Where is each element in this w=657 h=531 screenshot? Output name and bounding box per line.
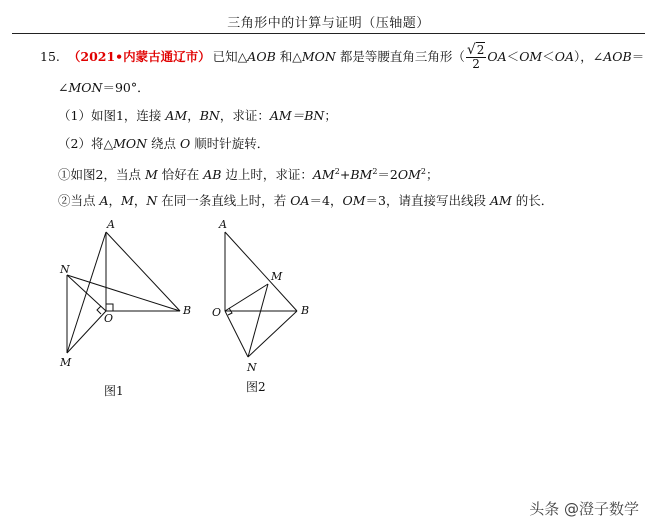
exponent: 2 <box>420 167 426 176</box>
fraction-numerator: 2 <box>476 43 485 57</box>
angle-mon: MON <box>68 80 103 95</box>
part-text: ①如图2，当点 <box>58 167 145 182</box>
point-a: A <box>99 193 109 208</box>
stem-text: 已知△ <box>212 49 248 64</box>
stem-text: 和△ <box>275 49 302 64</box>
problem-line-2 <box>58 80 150 96</box>
segment-om: OM <box>397 167 421 182</box>
right-angle-mark <box>106 304 113 311</box>
segment-am: AM <box>312 167 335 182</box>
segment-om <box>225 284 268 311</box>
part-text: ； <box>426 167 439 182</box>
fraction-denominator: 2 <box>472 57 480 71</box>
header-divider <box>12 33 645 34</box>
point-m: M <box>144 167 158 182</box>
segment-om: OM <box>342 193 366 208</box>
plus-sign: + <box>339 167 351 182</box>
segment-no <box>67 275 106 311</box>
part-2 <box>58 136 269 152</box>
label-a: A <box>107 218 115 231</box>
segment-am: AM <box>165 108 188 123</box>
segment-bn <box>67 275 180 311</box>
part-text: （2）将△ <box>58 136 114 151</box>
label-m: M <box>271 270 283 283</box>
label-b: B <box>301 304 310 317</box>
triangle-mon: MON <box>113 136 148 151</box>
problem-line-1 <box>40 44 644 71</box>
figure-1-caption: 图1 <box>104 384 124 398</box>
problem-number: 15. <box>40 49 60 64</box>
segment-oa: OA <box>487 49 507 64</box>
part-text: ＝4， <box>309 193 343 208</box>
segment-on <box>225 311 248 357</box>
segment-mn <box>248 284 268 357</box>
problem-source: （2021•内蒙古通辽市） <box>67 49 211 64</box>
part-text: 恰好在 <box>157 167 204 182</box>
fraction-sqrt2-over-2 <box>466 44 487 71</box>
segment-om <box>67 311 106 353</box>
segment-oa: OA <box>290 193 310 208</box>
part-1 <box>58 108 337 124</box>
figure-2-caption: 图2 <box>246 380 266 394</box>
segment-ab: AB <box>203 167 222 182</box>
segment-bn: BN <box>199 108 220 123</box>
triangle-mon: MON <box>301 49 336 64</box>
segment-bm: BM <box>350 167 373 182</box>
separator: ， <box>133 193 147 208</box>
label-m: M <box>60 356 72 369</box>
segment-ab <box>225 232 297 311</box>
angle-aob: AOB <box>603 49 632 64</box>
stem-text: ＝90°． <box>102 80 150 95</box>
part-text: ，求证： <box>219 108 270 123</box>
sub-question-1 <box>58 164 439 183</box>
separator: ， <box>108 193 122 208</box>
exponent: 2 <box>334 167 340 176</box>
stem-text: ＝ <box>631 49 645 64</box>
part-text: 绕点 <box>147 136 181 151</box>
part-text: 边上时，求证： <box>221 167 313 182</box>
angle-sign: ∠ <box>58 80 69 95</box>
stem-text: 都是等腰直角三角形（ <box>335 49 465 64</box>
stem-text: ），∠ <box>574 49 604 64</box>
part-text: 在同一条直线上时，若 <box>157 193 291 208</box>
right-angle-mark <box>228 308 232 315</box>
part-text: ②当点 <box>58 193 100 208</box>
watermark: 头条 @澄子数学 <box>529 500 639 518</box>
sqrt-sign: √ <box>466 42 476 58</box>
triangle-aob: AOB <box>247 49 276 64</box>
page-title: 三角形中的计算与证明（压轴题） <box>227 16 430 31</box>
segment-bn <box>248 311 297 357</box>
segment-ab <box>106 232 180 311</box>
part-text: 的长． <box>511 193 554 208</box>
label-b: B <box>183 304 192 317</box>
exponent: 2 <box>372 167 378 176</box>
segment-oa: OA <box>554 49 575 64</box>
label-o: O <box>104 312 114 325</box>
part-text: ＝3，请直接写出线段 <box>365 193 490 208</box>
part-text: 顺时针旋转． <box>190 136 270 151</box>
point-o: O <box>180 136 191 151</box>
segment-om: OM <box>519 49 543 64</box>
point-m: M <box>121 193 134 208</box>
less-than-sign: ＜ <box>506 49 520 64</box>
right-angle-mark <box>97 306 101 314</box>
label-a: A <box>219 218 227 231</box>
part-text: ， <box>187 108 200 123</box>
part-text: ； <box>324 108 337 123</box>
label-n: N <box>247 361 257 374</box>
label-o: O <box>212 306 222 319</box>
part-text: （1）如图1，连接 <box>58 108 166 123</box>
segment-am: AM <box>489 193 512 208</box>
equation-am-bn: AM＝BN <box>269 108 325 123</box>
label-n: N <box>60 263 70 276</box>
point-n: N <box>146 193 158 208</box>
segment-am <box>67 232 106 353</box>
sub-question-2 <box>58 193 553 209</box>
part-text: ＝2 <box>377 167 398 182</box>
less-than-sign: ＜ <box>542 49 555 64</box>
